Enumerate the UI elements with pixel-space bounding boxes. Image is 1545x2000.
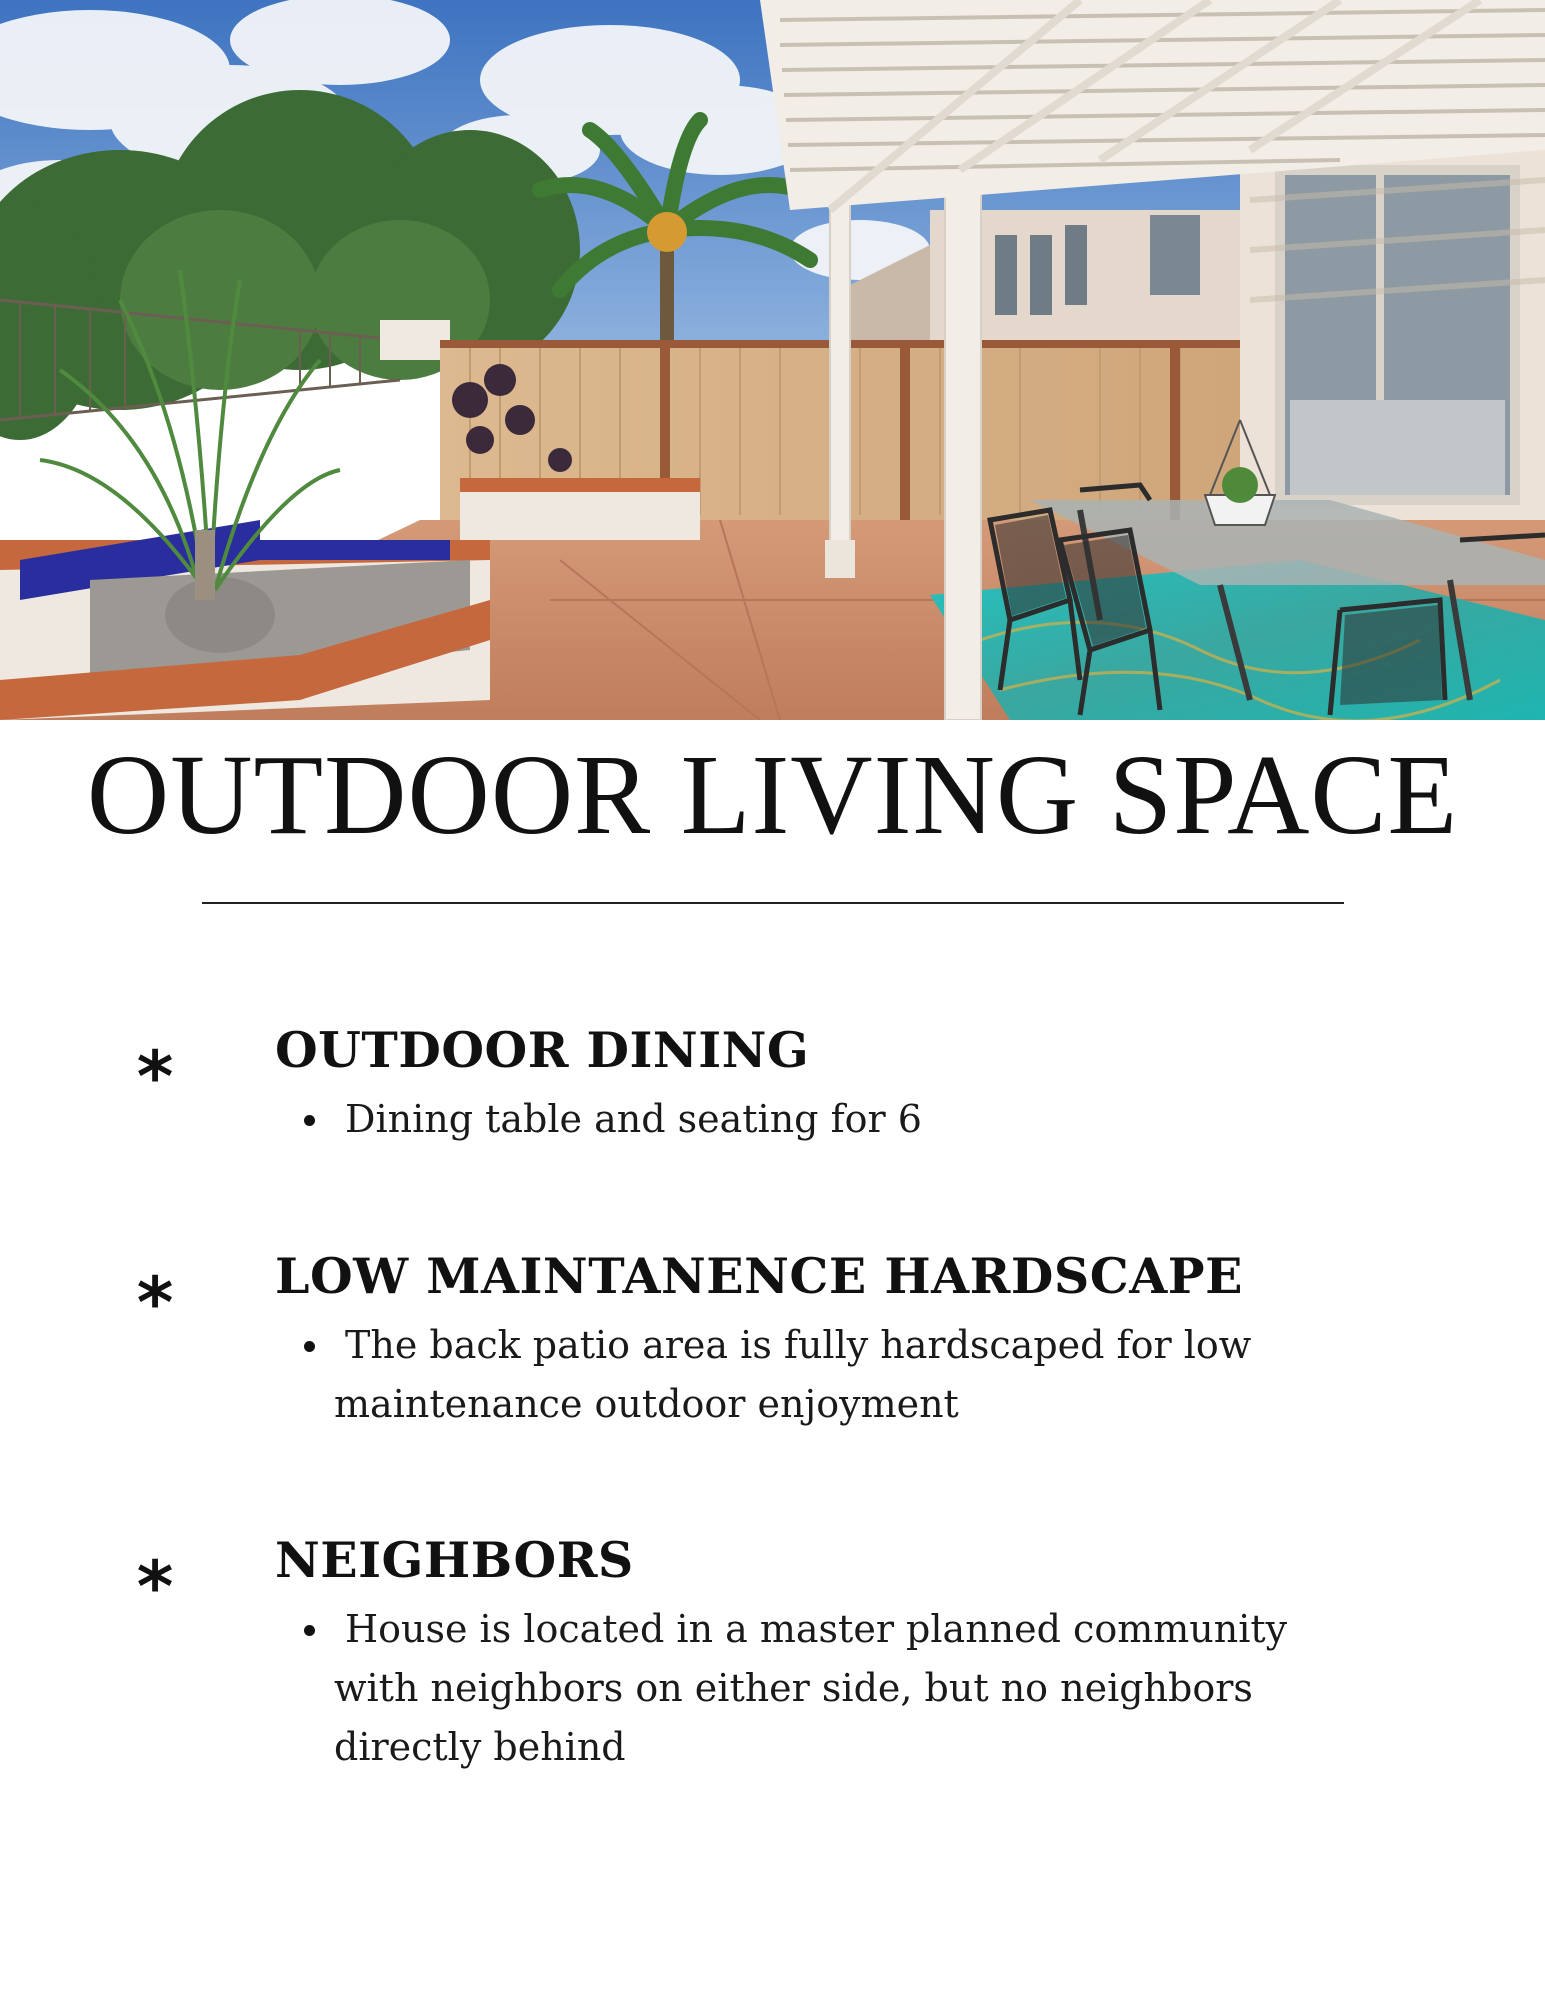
asterisk-icon: * (136, 1036, 174, 1118)
asterisk-icon: * (136, 1546, 174, 1628)
backyard-patio-photo (0, 0, 1545, 720)
title-divider (202, 902, 1344, 904)
list-item (296, 1316, 1296, 1434)
bullet-text: Dining table and seating for 6 (345, 1097, 922, 1141)
bullet-icon (304, 1341, 315, 1352)
hero-photo (0, 0, 1545, 720)
feature-heading: NEIGHBORS (275, 1531, 634, 1589)
feature-bullet-list (296, 1600, 1296, 1777)
list-item (296, 1090, 1296, 1149)
feature-bullet-list (296, 1316, 1296, 1434)
bullet-icon (304, 1625, 315, 1636)
feature-bullet-list (296, 1090, 1296, 1149)
feature-heading: LOW MAINTANENCE HARDSCAPE (275, 1247, 1243, 1305)
bullet-text: The back patio area is fully hardscaped for low maintenance outdoor enjoyment (334, 1323, 1252, 1426)
page-title: OUTDOOR LIVING SPACE (86, 731, 1459, 858)
bullet-icon (304, 1115, 315, 1126)
bullet-text: House is located in a master planned community with neighbors on either side, but no neighbors directly behind (334, 1607, 1288, 1769)
feature-heading: OUTDOOR DINING (275, 1021, 810, 1079)
asterisk-icon: * (136, 1262, 174, 1344)
list-item (296, 1600, 1296, 1777)
